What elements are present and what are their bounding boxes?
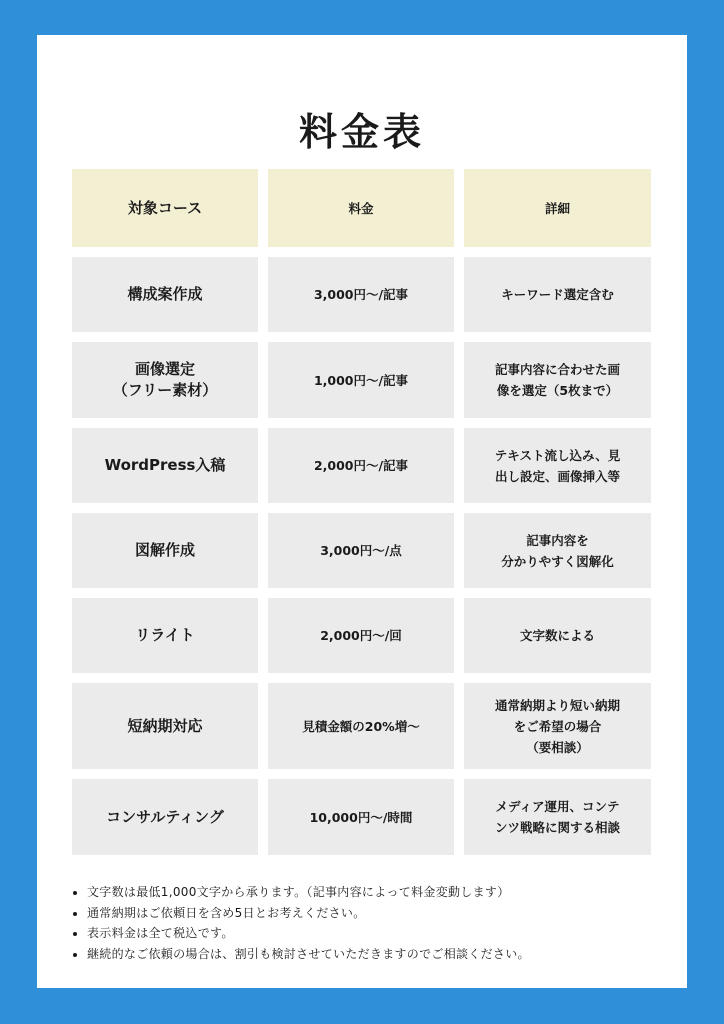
row-detail: メディア運用、コンテ ンツ戦略に関する相談 [464,779,651,855]
row-price: 1,000円～/記事 [268,342,454,418]
row-course: コンサルティング [72,779,258,855]
row-detail: 通常納期より短い納期 をご希望の場合 （要相談） [464,683,651,769]
row-detail: 記事内容に合わせた画 像を選定（5枚まで） [464,342,651,418]
row-course: 画像選定 （フリー素材） [72,342,258,418]
header-detail: 詳細 [464,169,651,247]
row-price: 3,000円～/点 [268,513,454,588]
page-title: 料金表 [298,110,425,154]
row-price: 2,000円～/回 [268,598,454,673]
note-item: • 通常納期はご依頼日を含め5日とお考えください。 [87,903,697,924]
row-price: 見積金額の20%増～ [268,683,454,769]
note-item: • 継続的なご依頼の場合は、割引も検討させていただきますのでご相談ください。 [87,944,697,965]
row-course: WordPress入稿 [72,428,258,503]
row-detail: 記事内容を 分かりやすく図解化 [464,513,651,588]
row-course: 構成案作成 [72,257,258,332]
notes-list [69,882,697,964]
row-detail: 文字数による [464,598,651,673]
price-sheet [37,35,687,988]
row-detail: テキスト流し込み、見 出し設定、画像挿入等 [464,428,651,503]
note-item: • 文字数は最低1,000文字から承ります。（記事内容によって料金変動します） [87,882,697,903]
row-price: 2,000円～/記事 [268,428,454,503]
header-price: 料金 [268,169,454,247]
note-item: • 表示料金は全て税込です。 [87,923,697,944]
row-price: 3,000円～/記事 [268,257,454,332]
row-course: 図解作成 [72,513,258,588]
row-course: リライト [72,598,258,673]
header-course: 対象コース [72,169,258,247]
row-price: 10,000円～/時間 [268,779,454,855]
row-detail: キーワード選定含む [464,257,651,332]
row-course: 短納期対応 [72,683,258,769]
